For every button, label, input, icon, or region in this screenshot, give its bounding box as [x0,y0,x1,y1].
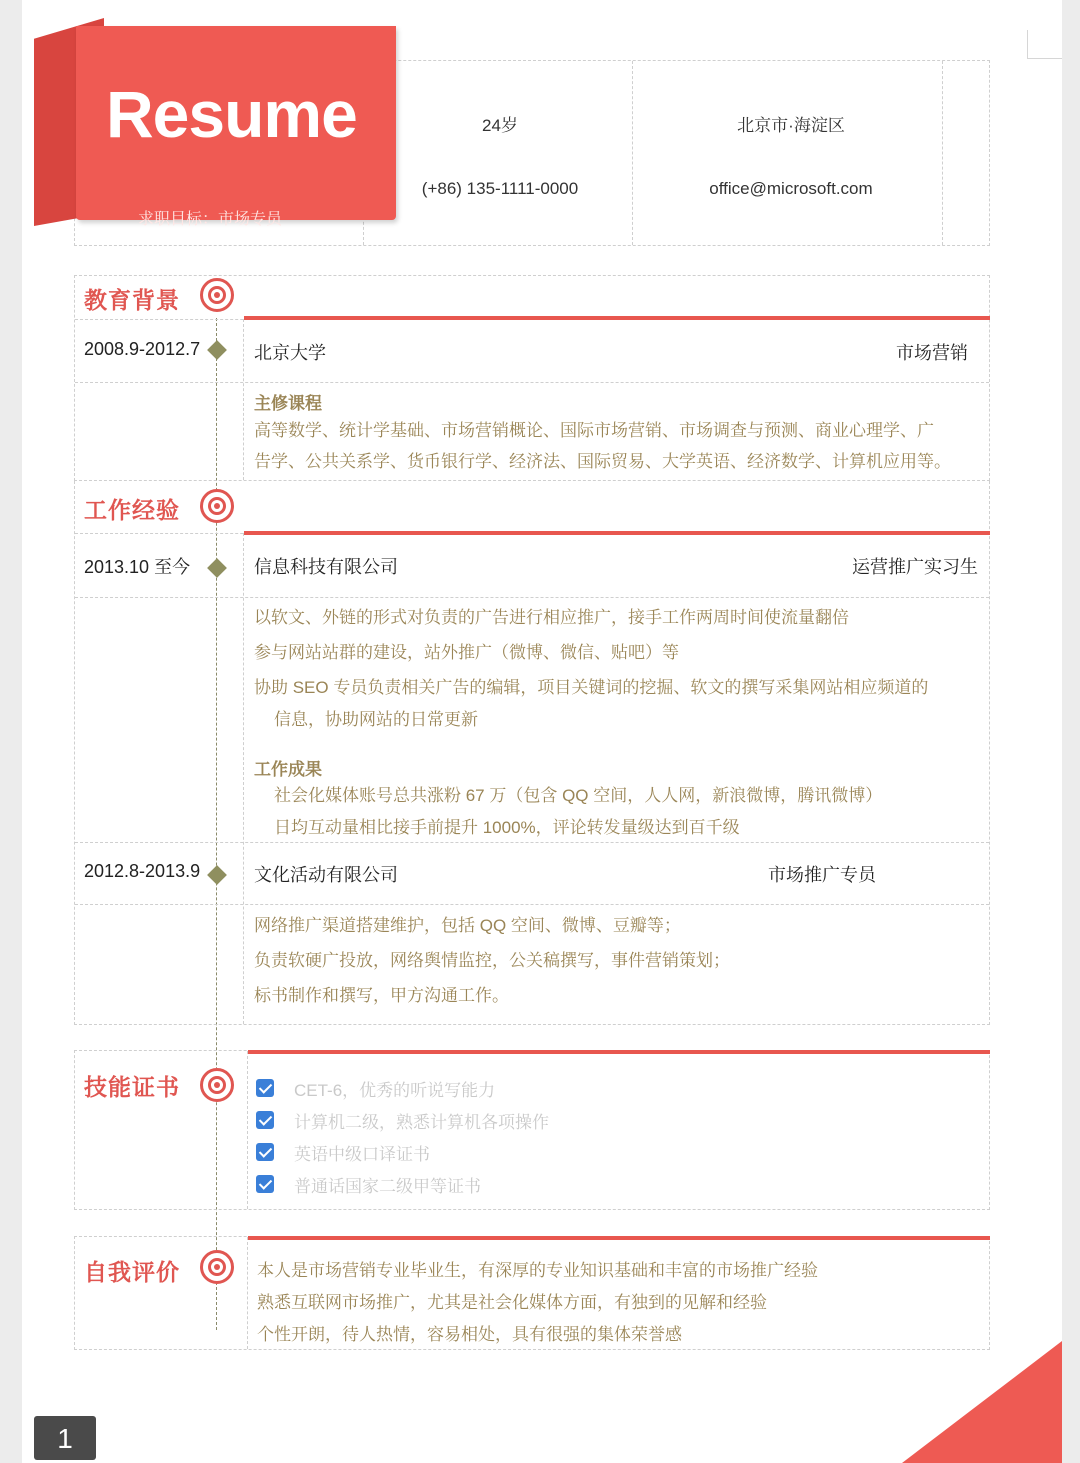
courses-text [254,415,951,477]
grid-divider [632,61,633,245]
duty-line: 负责软硬广投放，网络舆情监控，公关稿撰写，事件营销策划； [254,951,730,970]
education-date: 2008.9-2012.7 [84,339,201,359]
section-red-bar [244,531,990,535]
column-divider [247,1237,248,1349]
row-divider [75,904,989,905]
duty-line: 协助 SEO 专员负责相关广告的编辑，项目关键词的挖掘、软文的撰写采集网站相应频道的 [254,678,929,697]
section-red-bar [248,1050,990,1054]
education-title: 教育背景 [84,287,180,313]
company-name: 文化活动有限公司 [254,865,398,885]
job-date: 2013.10 至今 [84,557,191,577]
target-icon [200,1068,234,1102]
skills-title: 技能证书 [84,1074,180,1100]
target-icon [200,1250,234,1284]
self-eval-line: 熟悉互联网市场推广，尤其是社会化媒体方面，有独到的见解和经验 [257,1293,767,1312]
job-date: 2012.8-2013.9 [84,861,201,881]
column-divider [243,533,244,1024]
major-name: 市场营销 [896,343,968,363]
checkbox-checked-icon[interactable] [256,1143,274,1161]
column-divider [243,319,244,480]
age-text: 24岁 [482,116,518,135]
page-corner-mark [1027,30,1062,59]
job-results [274,780,882,844]
section-red-bar [248,1236,990,1240]
skill-text: CET-6，优秀的听说写能力 [294,1080,496,1100]
skill-item[interactable] [256,1072,549,1104]
target-icon [200,489,234,523]
page-number-badge: 1 [34,1416,96,1460]
school-name: 北京大学 [254,343,326,363]
skill-text: 计算机二级，熟悉计算机各项操作 [294,1112,549,1132]
column-divider [247,1051,248,1209]
checkbox-checked-icon[interactable] [256,1111,274,1129]
work-title: 工作经验 [84,497,180,523]
skill-text: 英语中级口译证书 [294,1144,430,1164]
skill-item[interactable] [256,1168,549,1200]
phone-text: (+86) 135-1111-0000 [421,179,579,198]
resume-page [22,0,1062,1463]
result-line: 日均互动量相比接手前提升 1000%，评论转发量级达到百千级 [274,818,740,837]
job-duties [254,908,730,1013]
email-text: office@microsoft.com [709,179,873,198]
skill-item[interactable] [256,1136,549,1168]
corner-decoration [902,1341,1062,1463]
row-divider [75,382,989,383]
location-text: 北京市·海淀区 [737,116,845,135]
target-icon [200,278,234,312]
row-divider [75,597,989,598]
job-role: 市场推广专员 [768,865,876,885]
resume-title: Resume [106,77,357,151]
result-line: 社会化媒体账号总共涨粉 67 万（包含 QQ 空间，人人网，新浪微博，腾讯微博） [274,786,883,805]
self-eval-line: 本人是市场营销专业毕业生，有深厚的专业知识基础和丰富的市场推广经验 [257,1261,818,1280]
self-eval-text [257,1255,818,1351]
skills-list [256,1072,549,1200]
checkbox-checked-icon[interactable] [256,1175,274,1193]
duty-line: 信息，协助网站的日常更新 [274,710,478,729]
duty-line: 标书制作和撰写，甲方沟通工作。 [254,986,509,1005]
courses-line: 告学、公共关系学、货币银行学、经济法、国际贸易、大学英语、经济数学、计算机应用等。 [254,452,951,471]
self-eval-line: 个性开朗，待人热情，容易相处，具有很强的集体荣誉感 [257,1325,682,1344]
self-eval-title: 自我评价 [84,1259,180,1285]
duty-line: 网络推广渠道搭建维护，包括 QQ 空间、微博、豆瓣等； [254,916,681,935]
title-ribbon [76,26,396,228]
duty-line: 参与网站站群的建设，站外推广（微博、微信、贴吧）等 [254,643,679,662]
company-name: 信息科技有限公司 [254,557,398,577]
duty-line: 以软文、外链的形式对负责的广告进行相应推广，接手工作两周时间使流量翻倍 [254,608,849,627]
courses-label: 主修课程 [254,394,322,413]
checkbox-checked-icon[interactable] [256,1079,274,1097]
job-duties [254,600,928,735]
skill-item[interactable] [256,1104,549,1136]
section-red-bar [244,316,990,320]
grid-divider [942,61,943,245]
skill-text: 普通话国家二级甲等证书 [294,1176,481,1196]
courses-line: 高等数学、统计学基础、市场营销概论、国际市场营销、市场调查与预测、商业心理学、广 [254,421,934,440]
job-objective: 求职目标：市场专员 [138,211,283,228]
results-label: 工作成果 [254,760,322,779]
job-role: 运营推广实习生 [852,557,978,577]
